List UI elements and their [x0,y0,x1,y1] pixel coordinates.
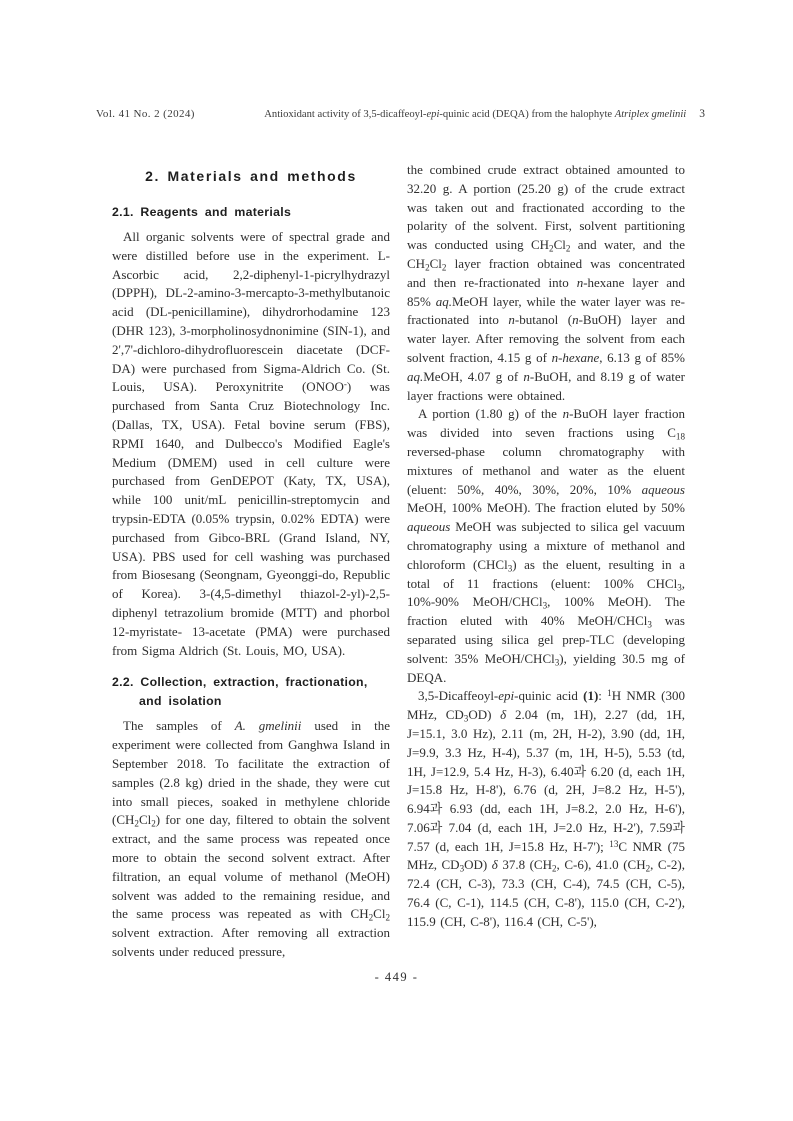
paragraph-nmr-data: 3,5-Dicaffeoyl-epi-quinic acid (1): $^1$H NMR (300 MHz, CD3OD) δ 2.04 (m, 1H), 2.27 (dd, 1H, J=15.1, 3.0 Hz), 2.11 (m, 2H, H-2), 3.90 (dd, 1H, J=9.9, 3.3 Hz, H-4), 5.37 (m, 1H, H-5), 5.53 (td, 1H, J=12.9, 5.4 Hz, H-3), 6.40과 6.20 (d, each 1H, J=15.8 Hz, H-8'), 6.76 (d, 2H, J=8.2 Hz, H-5'), 6.94과 6.93 (dd, each 1H, J=8.2, 2.0 Hz, H-6'), 7.06과 7.04 (d, each 1H, J=2.0 Hz, H-2'), 7.59과 7.57 (d, each 1H, J=15.8 Hz, H-7'); $^{13}$C NMR (75 MHz, CD3OD) δ 37.8 (CH2, C-6), 41.0 (CH2, C-2), 72.4 (CH, C-3), 73.3 (CH, C-4), 74.5 (CH, C-5), 76.4 (C, C-1), 114.5 (CH, C-8'), 115.0 (CH, C-2'), 115.9 (CH, C-8'), 116.4 (CH, C-5'), [407,688,685,929]
subsection-heading-2-1: 2.1. Reagents and materials [112,205,292,219]
subsection-heading-2-2: 2.2. Collection, extraction, fractionation, and isolation [112,675,368,709]
header-page-number: 3 [699,108,705,120]
running-title-wrap [264,108,705,120]
footer-page-number: - 449 - [374,970,419,984]
section-title-materials-methods: 2. Materials and methods [145,168,357,184]
volume-issue-label: Vol. 41 No. 2 (2024) [96,108,195,120]
paragraph-fractionation: A portion (1.80 g) of the n-BuOH layer fraction was divided into seven fractions using C18 reversed-phase column chromatography with mixtures of methanol and water as the eluent (eluent: 50%, 40%, 30%, 20%, 10% aqueous MeOH, 100% MeOH). The fraction eluted by 50% aqueous MeOH was subjected to silica gel vacuum chromatography using a mixture of methanol and chloroform (CHCl3) as the eluent, resulting in a total of 11 fractions (eluent: 100% CHCl3, 10%-90% MeOH/CHCl3, 100% MeOH). The fraction eluted with 40% MeOH/CHCl3 was separated using silica gel prep-TLC (developing solvent: 35% MeOH/CHCl3), yielding 30.5 mg of DEQA. [407,406,685,685]
running-head [96,108,705,120]
left-column [112,161,390,962]
running-title: Antioxidant activity of 3,5-dicaffeoyl-epi-quinic acid (DEQA) from the halophyte Atriplex gmelinii [264,109,687,120]
paragraph-collection-left: The samples of A. gmelinii used in the experiment were collected from Ganghwa Island in September 2018. To facilitate the extraction of samples (2.8 kg) dried in the shade, they were cut into small pieces, soaked in methylene chloride (CH2Cl2) for one day, filtered to obtain the solvent extract, and the same process was repeated once more to obtain the second solvent extract. After filtration, an equal volume of methanol (MeOH) solvent was added to the remaining residue, and the same process was repeated as with CH2Cl2 solvent extraction. After removing all extraction solvents under reduced pressure, [112,718,390,959]
paragraph-collection-continued: the combined crude extract obtained amounted to 32.20 g. A portion (25.20 g) of the crude extract was taken out and fractionated according to the polarity of the solvent. First, solvent partitioning was conducted using CH2Cl2 and water, and the CH2Cl2 layer fraction obtained was concentrated and then re-fractionated into n-hexane layer and 85% aq.MeOH layer, while the water layer was re-fractionated into n-butanol (n-BuOH) layer and water layer. After removing the solvent from each solvent fraction, 4.15 g of n-hexane, 6.13 g of 85% aq.MeOH, 4.07 g of n-BuOH, and 8.19 g of water layer fractions were obtained. [407,162,685,403]
page-footer [0,970,793,985]
paragraph-reagents: All organic solvents were of spectral grade and were distilled before use in the experiment. L-Ascorbic acid, 2,2-diphenyl-1-picrylhydrazyl (DPPH), DL-2-amino-3-mercapto-3-methylbutanoic acid (DL-penicillamine), dihydrorhodamine 123 (DHR 123), 3-morpholinosydnonimine (SIN-1), and 2',7'-dichloro-dihydrofluorescein diacetate (DCF-DA) were purchased from Sigma-Aldrich Co. (St. Louis, USA). Peroxynitrite (ONOO-) was purchased from Santa Cruz Biotechnology Inc. (Dallas, TX, USA). Fetal bovine serum (FBS), RPMI 1640, and Dulbecco's Modified Eagle's Medium (DMEM) used in cell culture were purchased from GenDEPOT (Katy, TX, USA), while 100 unit/mL penicillin-streptomycin and trypsin-EDTA (0.05% trypsin, 0.02% EDTA) were purchased from Gibco-BRL (Grand Island, NY, USA). PBS used for cell washing was purchased from Biosesang (Seongnam, Gyeonggi-do, Republic of Korea). 3-(4,5-dimethyl thiazol-2-yl)-2,5-diphenyl tetrazolium bromide (MTT) and phorbol 12-myristate- 13-acetate (PMA) were purchased from Sigma Aldrich (St. Louis, MO, USA). [112,229,390,658]
two-column-body [112,161,685,962]
right-column [407,161,685,962]
